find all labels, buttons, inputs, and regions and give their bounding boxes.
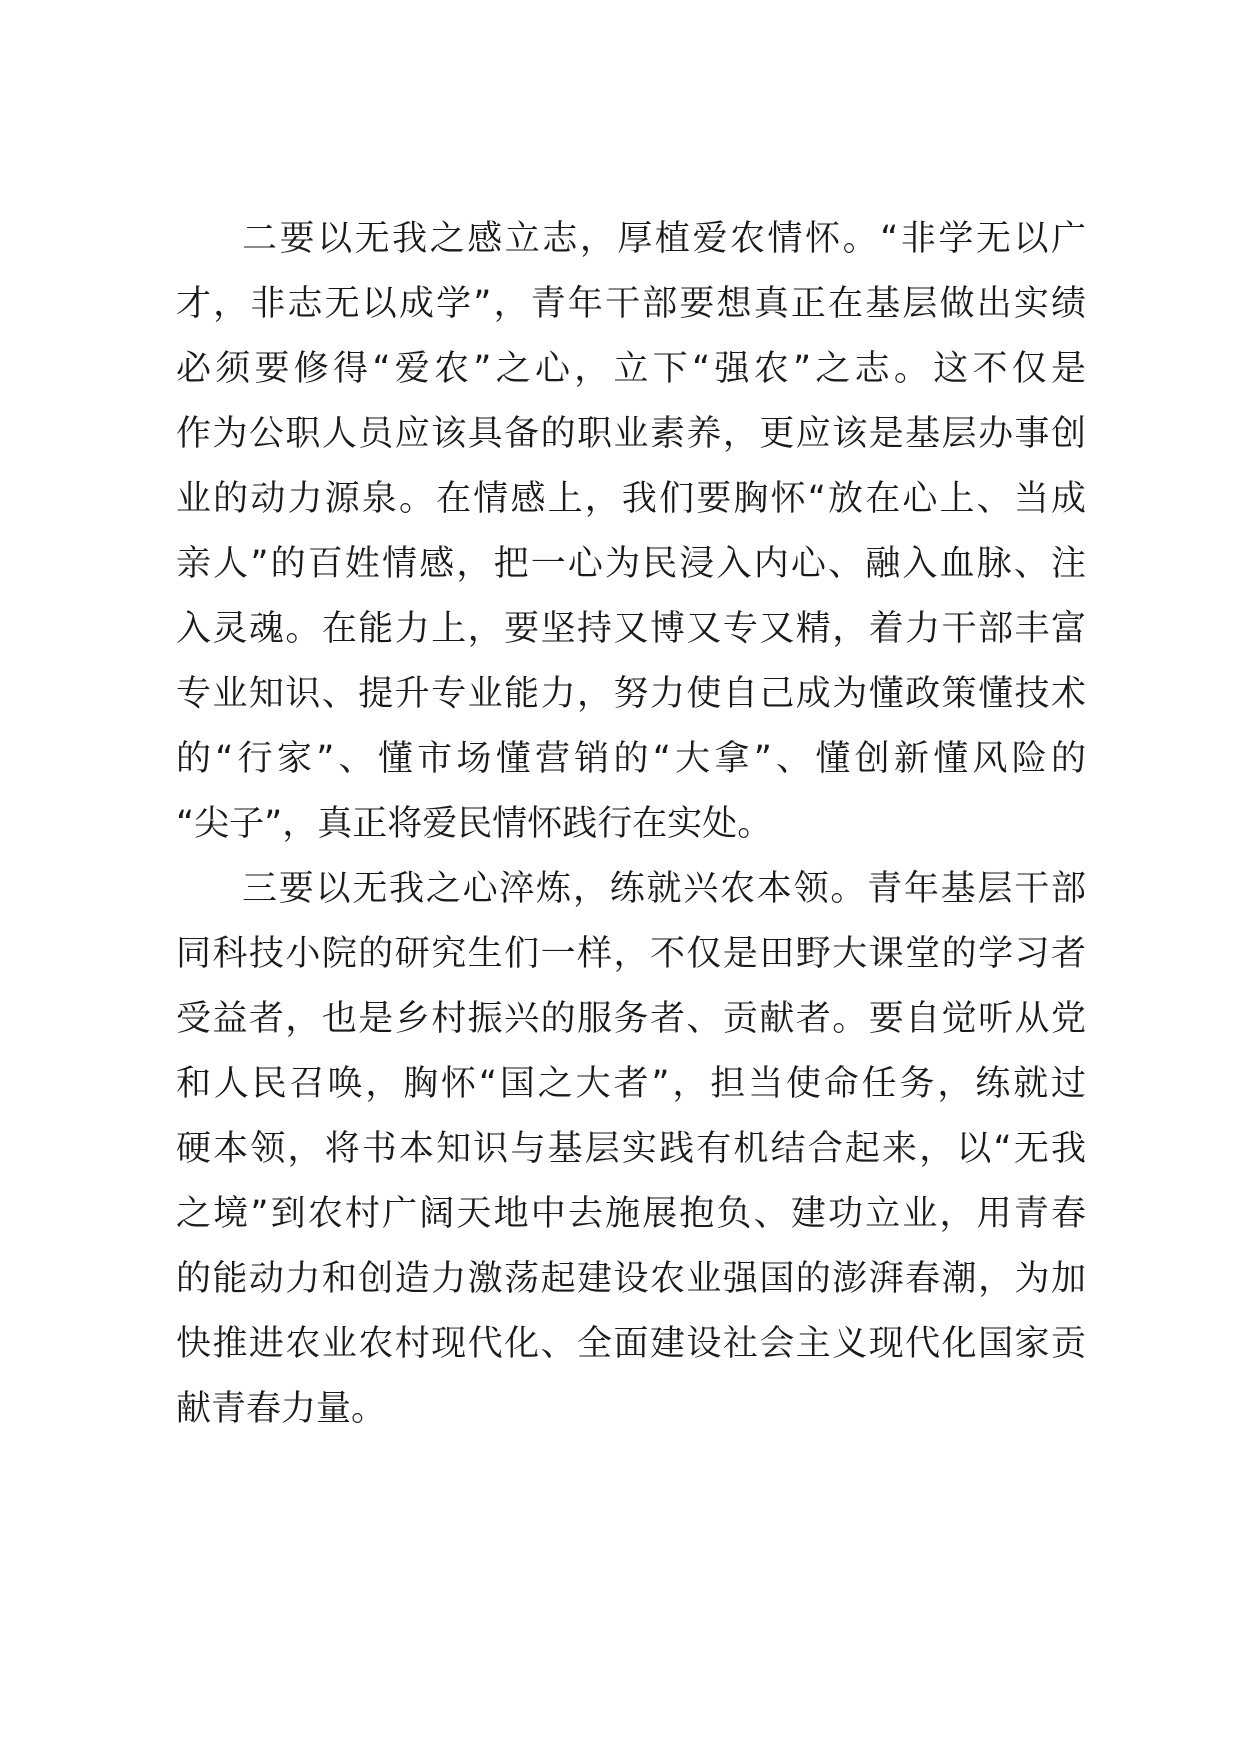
text-line: 的能动力和创造力激荡起建设农业强国的澎湃春潮，为加 — [176, 1259, 1086, 1299]
text-line: 才，非志无以成学”，青年干部要想真正在基层做出实绩 — [176, 284, 1086, 324]
text-line: 之境”到农村广阔天地中去施展抱负、建功立业，用青春 — [176, 1194, 1086, 1234]
text-line: 和人民召唤，胸怀“国之大者”，担当使命任务，练就过 — [176, 1064, 1086, 1104]
text-line: 快推进农业农村现代化、全面建设社会主义现代化国家贡 — [176, 1324, 1086, 1364]
body-text — [176, 207, 1086, 1442]
text-line: 作为公职人员应该具备的职业素养，更应该是基层办事创 — [176, 414, 1086, 454]
paragraph-3 — [176, 857, 1086, 1442]
text-line: 二要以无我之感立志，厚植爱农情怀。“非学无以广 — [242, 219, 1086, 259]
text-line: 受益者，也是乡村振兴的服务者、贡献者。要自觉听从党 — [176, 999, 1086, 1039]
text-line: 献青春力量。 — [176, 1389, 387, 1429]
paragraph-2 — [176, 207, 1086, 857]
text-line: 亲人”的百姓情感，把一心为民浸入内心、融入血脉、注 — [176, 544, 1086, 584]
text-line: “尖子”，真正将爱民情怀践行在实处。 — [176, 804, 773, 844]
text-line: 专业知识、提升专业能力，努力使自己成为懂政策懂技术 — [176, 674, 1086, 714]
text-line: 的“行家”、懂市场懂营销的“大拿”、懂创新懂风险的 — [176, 739, 1086, 779]
text-line: 硬本领，将书本知识与基层实践有机结合起来，以“无我 — [176, 1129, 1086, 1169]
text-line: 业的动力源泉。在情感上，我们要胸怀“放在心上、当成 — [176, 479, 1086, 519]
text-line: 必须要修得“爱农”之心，立下“强农”之志。这不仅是 — [176, 349, 1086, 389]
text-line: 入灵魂。在能力上，要坚持又博又专又精，着力干部丰富 — [176, 609, 1086, 649]
text-line: 三要以无我之心淬炼，练就兴农本领。青年基层干部 — [242, 869, 1086, 909]
text-line: 同科技小院的研究生们一样，不仅是田野大课堂的学习者 — [176, 934, 1086, 974]
